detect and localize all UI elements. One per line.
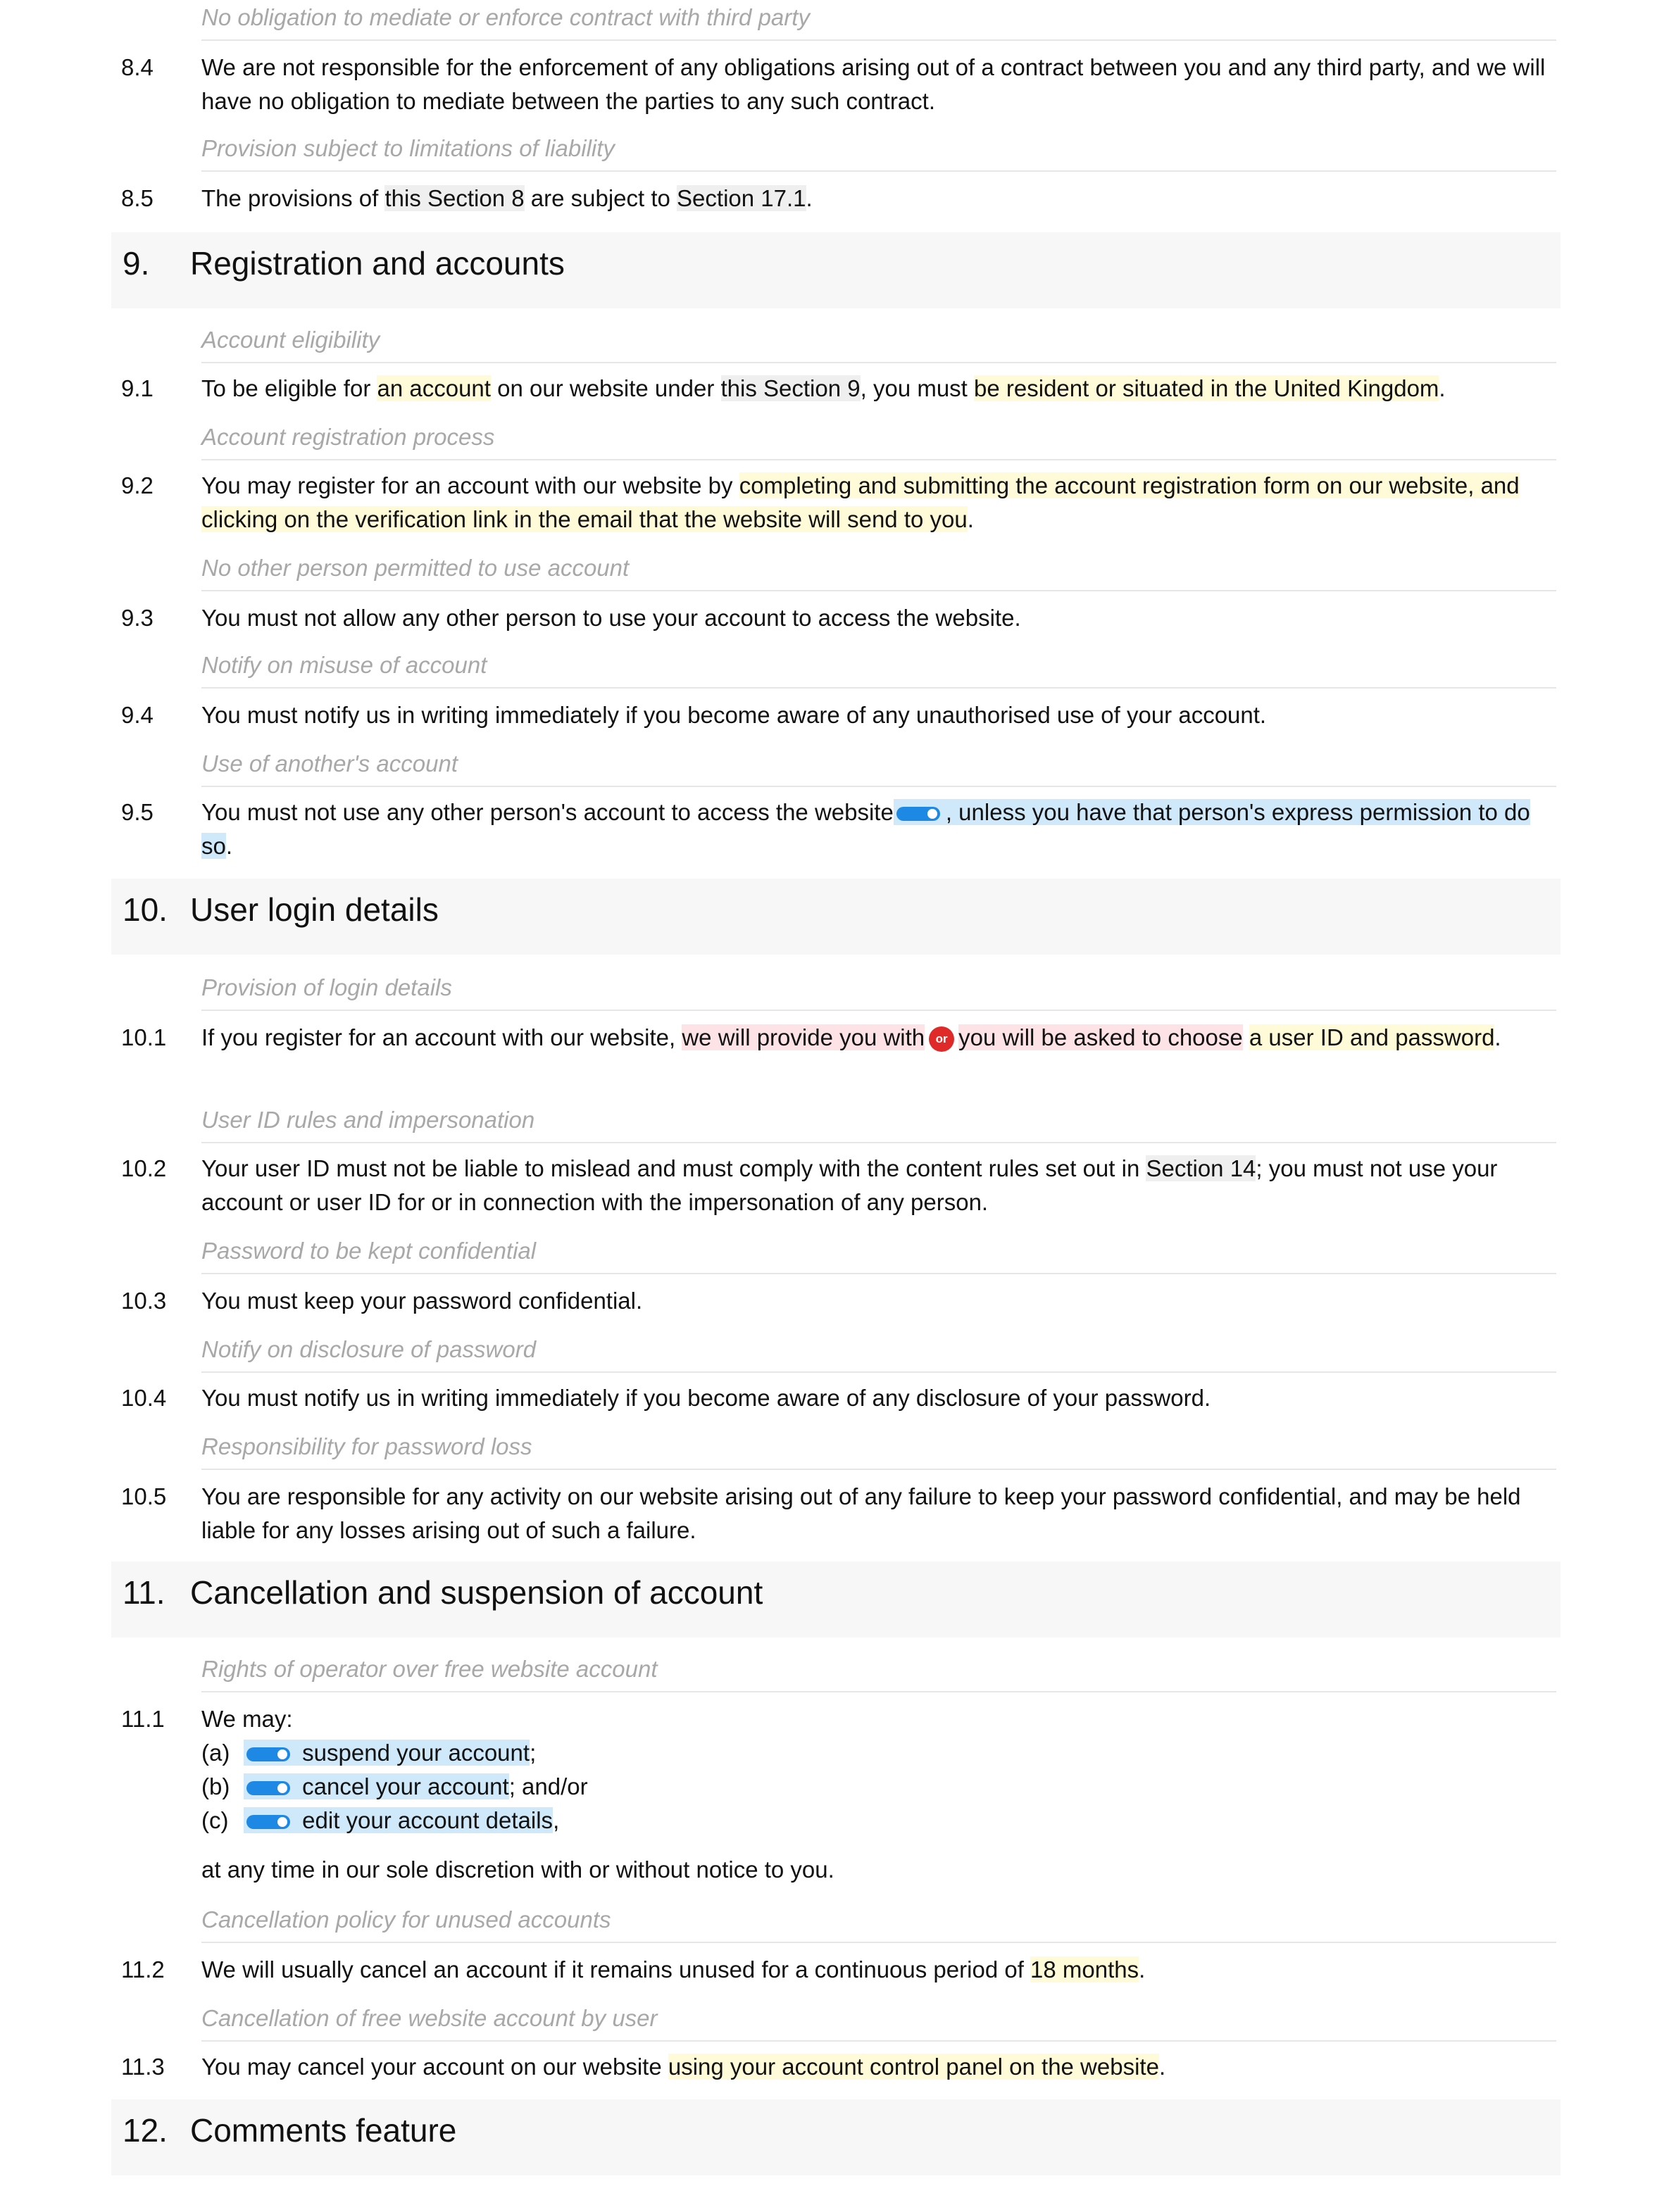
cross-reference[interactable]: this Section 8 [384, 185, 525, 211]
cross-reference[interactable]: this Section 9 [720, 375, 861, 401]
clause-number: 11.3 [121, 2054, 165, 2080]
clause-text: You may cancel your account on our website using your account control panel on the website. [201, 2054, 1166, 2080]
sub-clause-label: (b) [201, 1773, 230, 1799]
toggle-switch-icon[interactable] [246, 1746, 293, 1763]
clause-heading-note: Notify on misuse of account [201, 649, 1556, 681]
sub-clause: (c) edit your account details, [201, 1804, 1556, 1837]
clause-number: 9.5 [121, 799, 154, 825]
clause-text: You must not allow any other person to use your account to access the website. [201, 605, 1021, 631]
clause-text: To be eligible for an account on our website under this Section 9, you must be resident or situated in the United Kingdom. [201, 375, 1446, 401]
toggle-switch-icon[interactable] [246, 1814, 293, 1830]
clause-text: You must notify us in writing immediately if you become aware of any disclosure of your password. [201, 1385, 1211, 1411]
clause-heading-note: Responsibility for password loss [201, 1431, 1556, 1463]
clause-heading-note: Password to be kept confidential [201, 1235, 1556, 1267]
alternative-option[interactable]: we will provide you with [682, 1024, 925, 1050]
clause-number: 9.1 [121, 375, 154, 401]
sub-clause-list [201, 1736, 1556, 1837]
section-title: Cancellation and suspension of account [190, 1574, 763, 1611]
optional-text-toggle[interactable]: , unless you have that person's express permission to do so [201, 799, 1530, 859]
clause-number: 9.4 [121, 702, 154, 728]
sub-clause: (b) cancel your account; and/or [201, 1770, 1556, 1804]
clause-text: We are not responsible for the enforcement of any obligations arising out of a contract between you and any third party, and we will have no obligation to mediate between the parties to any such contract. [201, 54, 1546, 114]
clause-text: Your user ID must not be liable to mislead and must comply with the content rules set out in Section 14; you must not use your account or user ID for or in connection with the impersonation of any person. [201, 1155, 1498, 1215]
clause-heading-note: Use of another's account [201, 748, 1556, 780]
clause-text: If you register for an account with our website, we will provide you with or you will be asked to choose a user ID and password. [201, 1021, 1556, 1055]
clause-text: We will usually cancel an account if it remains unused for a continuous period of 18 months. [201, 1956, 1146, 1982]
clause-number: 10.3 [121, 1288, 167, 1314]
clause-tail: at any time in our sole discretion with or without notice to you. [201, 1856, 834, 1883]
section-title: User login details [190, 891, 439, 928]
clause-text: You must notify us in writing immediately if you become aware of any unauthorised use of your account. [201, 702, 1267, 728]
clause-number: 8.4 [121, 54, 154, 80]
editable-option[interactable]: 18 months [1030, 1956, 1139, 1982]
cross-reference[interactable]: Section 17.1 [677, 185, 806, 211]
editable-option[interactable]: using your account control panel on the website [668, 2054, 1159, 2080]
clause-text [201, 1702, 1556, 1887]
optional-text-toggle[interactable]: cancel your account [244, 1773, 509, 1799]
clause-text: You are responsible for any activity on our website arising out of any failure to keep your password confidential, and may be held liable for any losses arising out of such a failure. [201, 1483, 1521, 1543]
clause-number: 11.1 [121, 1706, 165, 1732]
clause-heading-note: Rights of operator over free website account [201, 1653, 1556, 1685]
optional-text-toggle[interactable]: edit your account details [244, 1807, 553, 1833]
sub-clause-label: (a) [201, 1740, 230, 1766]
clause-number: 10.4 [121, 1385, 167, 1411]
editable-option[interactable]: completing and submitting the account registration form on our website, and clicking on the verification link in the email that the website will send to you [201, 472, 1520, 532]
clause-heading-note: Cancellation of free website account by user [201, 2002, 1556, 2035]
clause-text: You may register for an account with our website by completing and submitting the account registration form on our website, and clicking on the verification link in the email that the website will send to you. [201, 472, 1520, 532]
section-number: 10. [123, 891, 168, 928]
clause-heading-note: User ID rules and impersonation [201, 1104, 1556, 1136]
or-badge-icon[interactable]: or [929, 1026, 954, 1052]
clause-number: 9.3 [121, 605, 154, 631]
editable-option[interactable]: be resident or situated in the United Kingdom [974, 375, 1439, 401]
section-heading [111, 879, 1561, 955]
toggle-switch-icon[interactable] [896, 805, 943, 822]
clause-heading-note: Provision subject to limitations of liability [201, 132, 1556, 165]
section-heading [111, 1561, 1561, 1638]
clause-text: You must keep your password confidential. [201, 1288, 643, 1314]
clause-heading-note: Notify on disclosure of password [201, 1333, 1556, 1366]
section-heading [111, 232, 1561, 308]
cross-reference[interactable]: Section 14 [1146, 1155, 1256, 1181]
section-number: 12. [123, 2112, 168, 2149]
clause-heading-note: Account eligibility [201, 324, 1556, 356]
clause-number: 9.2 [121, 472, 154, 498]
section-number: 9. [123, 245, 150, 282]
sub-clause-label: (c) [201, 1807, 229, 1833]
section-heading [111, 2099, 1561, 2175]
section-number: 11. [123, 1574, 165, 1611]
clause-heading-note: Provision of login details [201, 972, 1556, 1004]
clause-heading-note: No obligation to mediate or enforce contract with third party [201, 1, 1556, 34]
clause-number: 11.2 [121, 1956, 165, 1982]
clause-text: The provisions of this Section 8 are subject to Section 17.1. [201, 185, 813, 211]
clause-heading-note: Cancellation policy for unused accounts [201, 1904, 1556, 1936]
section-title: Registration and accounts [190, 245, 565, 282]
clause-lead: We may: [201, 1706, 293, 1732]
alternative-option[interactable]: you will be asked to choose [958, 1024, 1243, 1050]
optional-text-toggle[interactable]: suspend your account [244, 1740, 530, 1766]
clause-number: 10.5 [121, 1483, 167, 1509]
clause-number: 10.1 [121, 1024, 167, 1050]
clause-number: 10.2 [121, 1155, 167, 1181]
sub-clause: (a) suspend your account; [201, 1736, 1556, 1770]
clause-number: 8.5 [121, 185, 154, 211]
clause-heading-note: Account registration process [201, 421, 1556, 453]
editable-option[interactable]: a user ID and password [1249, 1024, 1495, 1050]
editable-option[interactable]: an account [377, 375, 491, 401]
toggle-switch-icon[interactable] [246, 1780, 293, 1797]
clause-text: You must not use any other person's account to access the website , unless you have that person's express permission to do so. [201, 799, 1530, 859]
section-title: Comments feature [190, 2112, 457, 2149]
clause-heading-note: No other person permitted to use account [201, 552, 1556, 584]
